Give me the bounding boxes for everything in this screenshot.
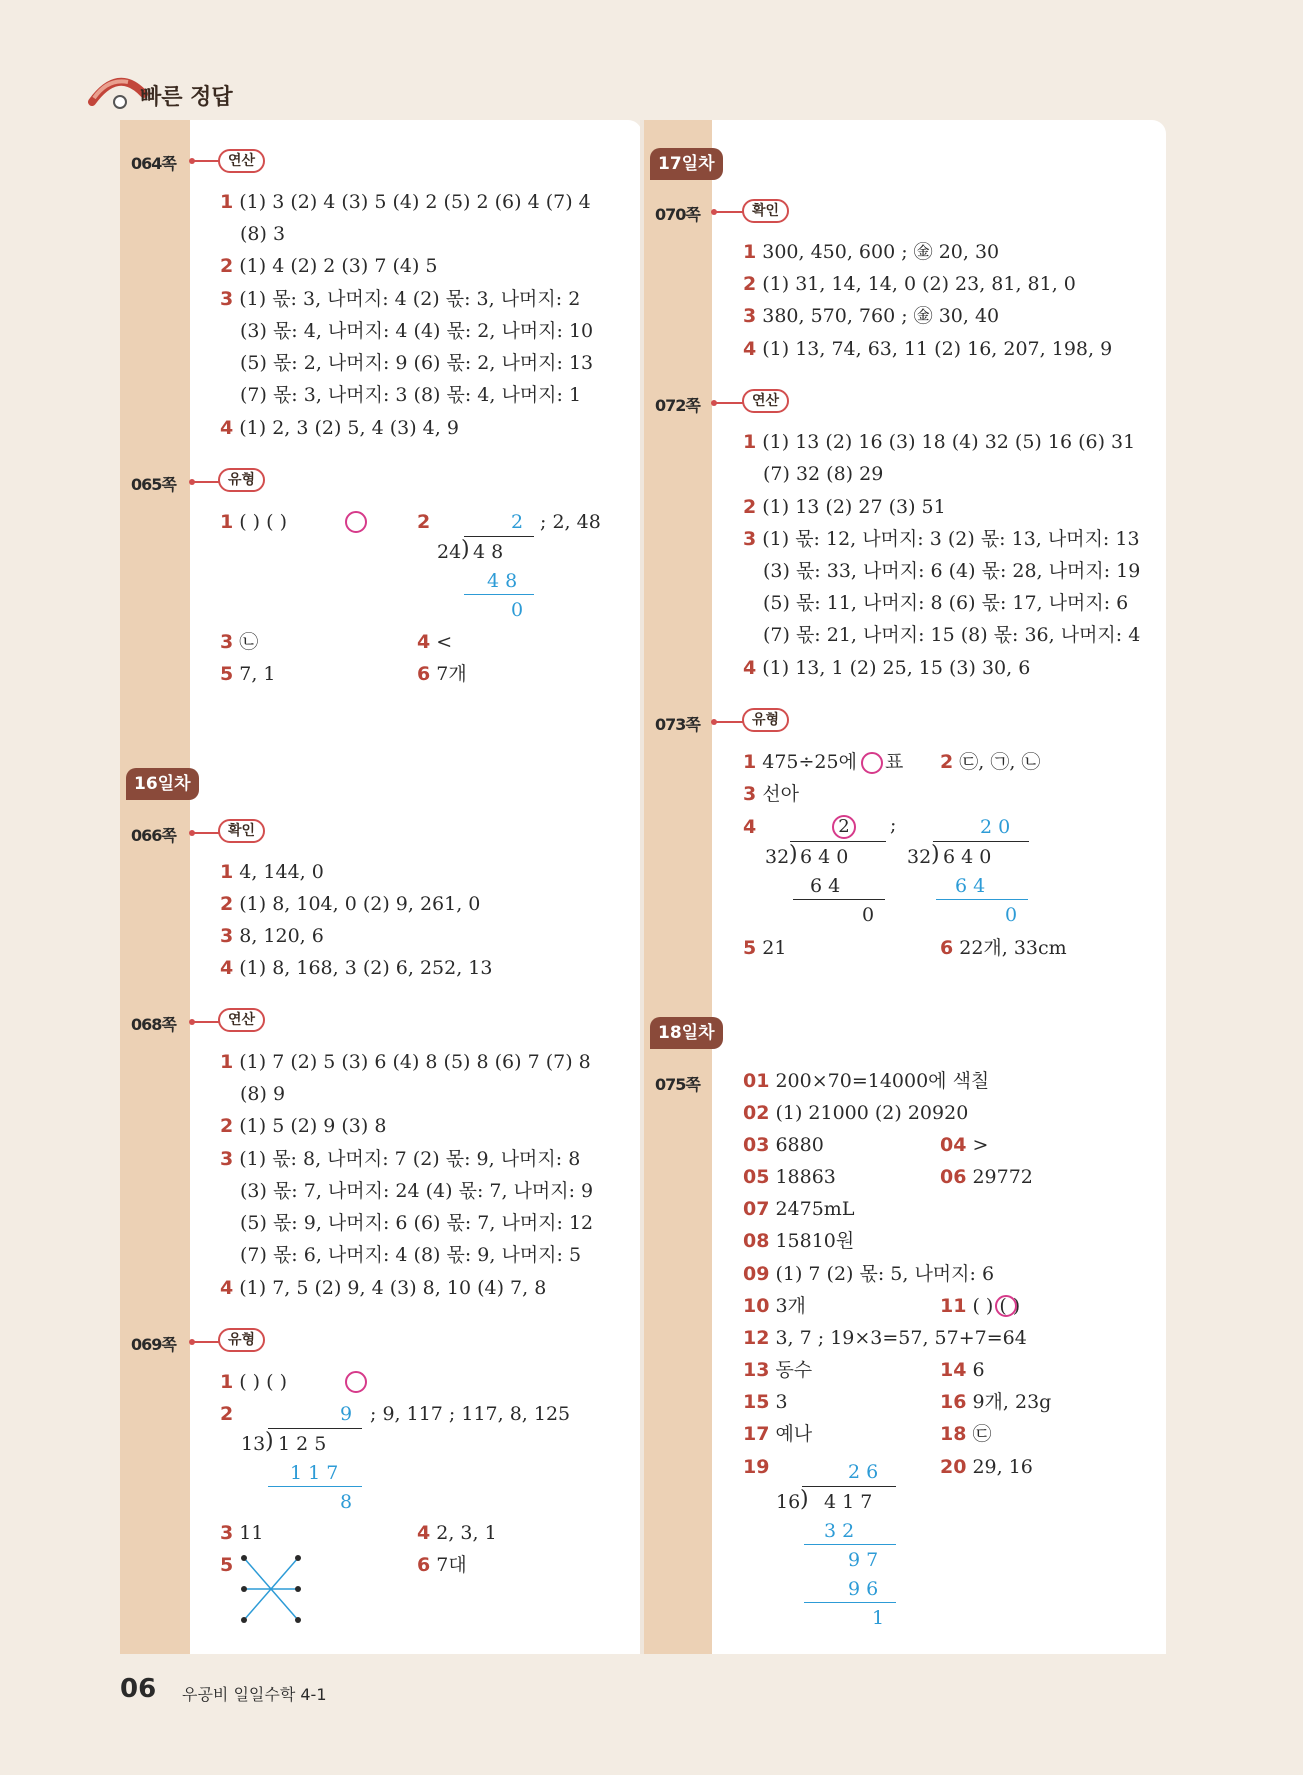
division-divisor: 32 (907, 846, 932, 868)
answer-text: 18863 (775, 1166, 836, 1188)
item-number: 08 (743, 1230, 770, 1252)
item-number: 3 (743, 305, 757, 327)
division-bar (802, 1486, 896, 1487)
answer-text: (1) 21000 (2) 20920 (775, 1102, 969, 1124)
division-quotient: 2 6 (848, 1461, 879, 1483)
division-quotient: 2 0 (980, 816, 1011, 838)
item-number: 5 (220, 1554, 234, 1576)
item-number: 4 (417, 1522, 431, 1544)
answer-text: (5) 몫: 2, 나머지: 9 (6) 몫: 2, 나머지: 13 (240, 352, 594, 374)
answer-text: ( ) ( ) (972, 1295, 1021, 1317)
division-remainder: 0 (1005, 904, 1018, 926)
answer-line (417, 1521, 497, 1545)
page-label-075: 075쪽 (655, 1075, 700, 1094)
item-number: 16 (940, 1391, 967, 1413)
division-subtract: 6 4 (955, 875, 986, 897)
division-dividend: 4 1 7 (824, 1491, 873, 1513)
division-bar (790, 841, 886, 842)
tag-badge: 유형 (218, 1328, 265, 1352)
answer-line (220, 662, 276, 686)
division-bar (933, 841, 1029, 842)
item-number: 4 (417, 631, 431, 653)
column-divider (640, 120, 644, 1654)
item-number: 03 (743, 1134, 770, 1156)
answer-text: 8, 120, 6 (239, 925, 324, 947)
division-bar (936, 899, 1028, 900)
answer-text: 2475mL (775, 1198, 855, 1220)
item-number: 2 (743, 273, 757, 295)
division-remainder: 1 (872, 1607, 885, 1629)
answer-line (743, 1165, 836, 1189)
answer-line (743, 815, 762, 839)
answer-line (743, 1294, 806, 1318)
right-strip (642, 120, 712, 1654)
answer-line (940, 1358, 985, 1382)
answer-text: 6880 (775, 1134, 824, 1156)
division-subtract: 1 1 7 (290, 1462, 339, 1484)
answer-line (743, 430, 1135, 454)
answer-text: (1) 13, 74, 63, 11 (2) 16, 207, 198, 9 (762, 338, 1113, 360)
answer-text: (1) 몫: 3, 나머지: 4 (2) 몫: 3, 나머지: 2 (239, 288, 581, 310)
tag-badge: 확인 (742, 199, 789, 223)
tag-badge: 연산 (742, 389, 789, 413)
item-number: 1 (743, 241, 757, 263)
answer-line (743, 782, 799, 806)
answer-line (743, 272, 1076, 296)
answer-text: 선아 (762, 783, 799, 805)
answer-text: (1) 3 (2) 4 (3) 5 (4) 2 (5) 2 (6) 4 (7) 4 (239, 191, 591, 213)
answer-text: ( ) ( ) (239, 1371, 288, 1393)
item-number: 01 (743, 1070, 770, 1092)
answer-text: 380, 570, 760 ; ㊎ 30, 40 (762, 305, 1000, 327)
item-number: 1 (220, 511, 234, 533)
item-number: 1 (220, 191, 234, 213)
item-number: 15 (743, 1391, 770, 1413)
division-bar (804, 1544, 896, 1545)
answer-text: ㉢ (972, 1423, 992, 1445)
division-bracket: ) (461, 537, 470, 562)
division-subtract: 4 8 (487, 570, 518, 592)
division-quotient: 2 (511, 511, 524, 533)
connector-line (714, 721, 744, 723)
answer-line (743, 1455, 775, 1479)
answer-text: 200×70=14000에 색칠 (775, 1070, 990, 1092)
answer-text: ㉢, ㉠, ㉡ (959, 751, 1041, 773)
item-number: 5 (743, 937, 757, 959)
division-remainder: 8 (340, 1491, 353, 1513)
answer-text: 7, 1 (239, 663, 276, 685)
answer-line (743, 1197, 854, 1221)
connector-line (192, 1341, 220, 1343)
tag-badge: 연산 (218, 1008, 265, 1032)
item-number: 17 (743, 1423, 770, 1445)
answer-line (220, 287, 580, 311)
division-dividend: 6 4 0 (943, 846, 992, 868)
answer-line (220, 924, 324, 948)
answer-text: 22개, 33cm (959, 937, 1067, 959)
connector-line (714, 211, 744, 213)
item-number: 3 (220, 925, 234, 947)
answer-text: (3) 몫: 33, 나머지: 6 (4) 몫: 28, 나머지: 19 (763, 560, 1141, 582)
item-number: 19 (743, 1456, 770, 1478)
answer-text: (1) 4 (2) 2 (3) 7 (4) 5 (239, 255, 438, 277)
answer-text: (1) 7 (2) 5 (3) 6 (4) 8 (5) 8 (6) 7 (7) 8 (239, 1051, 591, 1073)
item-number: 3 (220, 288, 234, 310)
answer-text: (7) 몫: 21, 나머지: 15 (8) 몫: 36, 나머지: 4 (763, 624, 1141, 646)
answer-line (743, 304, 999, 328)
answer-text: 9개, 23g (972, 1391, 1052, 1413)
answer-line (540, 510, 601, 534)
page-label-069: 069쪽 (131, 1335, 176, 1354)
circle-mark-icon (861, 752, 883, 774)
answer-text: ( ) ( ) (239, 511, 288, 533)
answer-line (743, 1358, 812, 1382)
page-label-064: 064쪽 (131, 154, 176, 173)
answer-line (220, 1402, 239, 1426)
answer-line (940, 936, 1067, 960)
answer-text: < (436, 631, 453, 653)
answer-line (240, 351, 593, 375)
answer-text: 7개 (436, 663, 467, 685)
answer-text: 6 (972, 1359, 985, 1381)
answer-line (743, 1262, 994, 1286)
answer-text: (1) 8, 104, 0 (2) 9, 261, 0 (239, 893, 481, 915)
answer-text: ; 9, 117 ; 117, 8, 125 (370, 1403, 571, 1425)
item-number: 6 (417, 1554, 431, 1576)
answer-line (743, 1390, 788, 1414)
item-number: 07 (743, 1198, 770, 1220)
answer-line (743, 527, 1140, 551)
division-bracket: ) (800, 1487, 809, 1512)
answer-text: (8) 3 (240, 223, 286, 245)
division-divisor: 24 (437, 541, 462, 563)
answer-text: 3, 7 ; 19×3=57, 57+7=64 (775, 1327, 1027, 1349)
answer-text: 3개 (775, 1295, 806, 1317)
answer-text: (7) 32 (8) 29 (763, 463, 884, 485)
answer-text: (1) 13 (2) 27 (3) 51 (762, 496, 946, 518)
answer-line (743, 1133, 824, 1157)
division-divisor: 16 (776, 1491, 801, 1513)
answer-text: ; (890, 814, 897, 836)
item-number: 04 (940, 1134, 967, 1156)
answer-line (743, 240, 999, 264)
item-number: 1 (220, 1371, 234, 1393)
item-number: 4 (743, 816, 757, 838)
item-number: 3 (220, 1522, 234, 1544)
answer-line (240, 319, 593, 343)
circle-mark-icon (345, 1371, 367, 1393)
answer-text: 4, 144, 0 (239, 861, 324, 883)
page-label-068: 068쪽 (131, 1015, 176, 1034)
page-label-065: 065쪽 (131, 475, 176, 494)
page-label-070: 070쪽 (655, 205, 700, 224)
page-label-066: 066쪽 (131, 826, 176, 845)
answer-text: 300, 450, 600 ; ㊎ 20, 30 (762, 241, 1000, 263)
answer-text: (1) 7 (2) 몫: 5, 나머지: 6 (775, 1263, 995, 1285)
answer-text: (5) 몫: 9, 나머지: 6 (6) 몫: 7, 나머지: 12 (240, 1212, 594, 1234)
answer-line (940, 1390, 1051, 1414)
division-divisor: 32 (765, 846, 790, 868)
item-number: 11 (940, 1295, 967, 1317)
item-number: 5 (220, 663, 234, 685)
page-title: 빠른 정답 (140, 85, 233, 110)
day-badge: 16일차 (126, 768, 199, 800)
division-quotient: 9 (340, 1403, 353, 1425)
item-number: 13 (743, 1359, 770, 1381)
item-number: 09 (743, 1263, 770, 1285)
item-number: 3 (220, 631, 234, 653)
item-number: 18 (940, 1423, 967, 1445)
answer-line (743, 1101, 968, 1125)
answer-text: 7대 (436, 1554, 467, 1576)
answer-line (763, 559, 1140, 583)
answer-line (220, 1521, 263, 1545)
division-subtract: 6 4 (810, 875, 841, 897)
answer-text: (1) 13, 1 (2) 25, 15 (3) 30, 6 (762, 657, 1031, 679)
circle-mark-icon (995, 1295, 1017, 1317)
item-number: 1 (743, 431, 757, 453)
answer-text: (1) 8, 168, 3 (2) 6, 252, 13 (239, 957, 493, 979)
item-number: 12 (743, 1327, 770, 1349)
day-badge: 17일차 (650, 148, 723, 180)
division-remainder: 0 (862, 904, 875, 926)
item-number: 02 (743, 1102, 770, 1124)
division-bar (464, 594, 534, 595)
item-number: 1 (220, 861, 234, 883)
item-number: 2 (220, 1115, 234, 1137)
item-number: 4 (743, 338, 757, 360)
division-bar (804, 1602, 896, 1603)
answer-line (220, 416, 459, 440)
answer-text: 동수 (775, 1359, 813, 1381)
item-number: 1 (743, 751, 757, 773)
connector-line (192, 1021, 220, 1023)
division-subtract: 3 2 (824, 1520, 855, 1542)
item-number: 2 (220, 1403, 234, 1425)
item-number: 06 (940, 1166, 967, 1188)
division-bar (268, 1428, 362, 1429)
answer-line (220, 956, 492, 980)
page-label-073: 073쪽 (655, 715, 700, 734)
item-number: 3 (220, 1148, 234, 1170)
answer-line (240, 1179, 593, 1203)
answer-line (743, 337, 1112, 361)
answer-text: 29772 (972, 1166, 1033, 1188)
answer-text: ; 2, 48 (540, 511, 601, 533)
answer-line (220, 630, 258, 654)
answer-text: (3) 몫: 4, 나머지: 4 (4) 몫: 2, 나머지: 10 (240, 320, 594, 342)
answer-line (743, 1326, 1027, 1350)
connector-line (714, 402, 744, 404)
answer-line (743, 750, 903, 774)
answer-text: (1) 7, 5 (2) 9, 4 (3) 8, 10 (4) 7, 8 (239, 1277, 547, 1299)
answer-line (743, 1229, 854, 1253)
item-number: 20 (940, 1456, 967, 1478)
answer-line (940, 750, 1040, 774)
answer-text: (1) 13 (2) 16 (3) 18 (4) 32 (5) 16 (6) 31 (762, 431, 1136, 453)
circle-mark-icon (345, 511, 367, 533)
tag-badge: 유형 (742, 708, 789, 732)
answer-line (743, 1069, 989, 1093)
division-quotient-circled: 2 (832, 815, 856, 839)
answer-line (417, 510, 436, 534)
footer-page-number: 06 (120, 1674, 157, 1704)
answer-line (743, 495, 946, 519)
answer-text: ㉡ (239, 631, 259, 653)
division-bar (793, 899, 885, 900)
item-number: 2 (417, 511, 431, 533)
answer-line (220, 1114, 386, 1138)
answer-line (240, 1211, 593, 1235)
tag-badge: 확인 (218, 819, 265, 843)
division-subtract: 9 6 (848, 1578, 879, 1600)
item-number: 6 (417, 663, 431, 685)
division-bar (464, 536, 534, 537)
answer-text: 표 (884, 751, 904, 773)
answer-text: (1) 2, 3 (2) 5, 4 (3) 4, 9 (239, 417, 459, 439)
item-number: 4 (220, 1277, 234, 1299)
division-dividend: 6 4 0 (800, 846, 849, 868)
item-number: 05 (743, 1166, 770, 1188)
item-number: 3 (743, 528, 757, 550)
answer-line (220, 254, 438, 278)
answer-line (220, 1050, 591, 1074)
answer-text: 15810원 (775, 1230, 855, 1252)
answer-line (417, 1553, 467, 1577)
answer-text: (3) 몫: 7, 나머지: 24 (4) 몫: 7, 나머지: 9 (240, 1180, 594, 1202)
answer-text: 11 (239, 1522, 264, 1544)
answer-text: (1) 31, 14, 14, 0 (2) 23, 81, 81, 0 (762, 273, 1076, 295)
footer-book-title: 우공비 일일수학 4-1 (182, 1685, 327, 1704)
answer-text: (1) 몫: 12, 나머지: 3 (2) 몫: 13, 나머지: 13 (762, 528, 1140, 550)
answer-line (240, 1243, 581, 1267)
item-number: 3 (743, 783, 757, 805)
answer-text: (1) 몫: 8, 나머지: 7 (2) 몫: 9, 나머지: 8 (239, 1148, 581, 1170)
answer-line (240, 1082, 285, 1106)
answer-text: > (972, 1134, 989, 1156)
item-number: 4 (220, 957, 234, 979)
item-number: 14 (940, 1359, 967, 1381)
answer-line (220, 510, 287, 534)
left-strip (120, 120, 190, 1654)
answer-line (763, 623, 1140, 647)
answer-line (220, 1147, 580, 1171)
answer-text: 2, 3, 1 (436, 1522, 497, 1544)
division-dividend: 4 8 (473, 541, 504, 563)
answer-line (220, 1276, 546, 1300)
answer-text: (5) 몫: 11, 나머지: 8 (6) 몫: 17, 나머지: 6 (763, 592, 1129, 614)
answer-text: 29, 16 (972, 1456, 1033, 1478)
answer-line (763, 591, 1128, 615)
answer-line (743, 936, 786, 960)
tag-badge: 연산 (218, 149, 265, 173)
answer-line (220, 1370, 287, 1394)
division-dividend: 1 2 5 (278, 1433, 327, 1455)
answer-line (220, 190, 591, 214)
division-partial: 9 7 (848, 1549, 879, 1571)
division-bracket: ) (265, 1429, 274, 1454)
connector-line (192, 481, 220, 483)
cross-lines-diagram (236, 1550, 306, 1628)
answer-line (240, 222, 285, 246)
day-badge: 18일차 (650, 1017, 723, 1049)
answer-line (940, 1133, 988, 1157)
connector-line (192, 832, 220, 834)
answer-text: (7) 몫: 6, 나머지: 4 (8) 몫: 9, 나머지: 5 (240, 1244, 582, 1266)
header-arc-icon (88, 72, 148, 112)
tag-badge: 유형 (218, 468, 265, 492)
item-number: 10 (743, 1295, 770, 1317)
item-number: 2 (940, 751, 954, 773)
division-bracket: ) (789, 842, 798, 867)
answer-line (763, 462, 883, 486)
page-label-072: 072쪽 (655, 396, 700, 415)
answer-line (240, 383, 581, 407)
answer-text: (1) 5 (2) 9 (3) 8 (239, 1115, 387, 1137)
item-number: 2 (743, 496, 757, 518)
answer-line (940, 1455, 1033, 1479)
division-bracket: ) (931, 842, 940, 867)
answer-text: 21 (762, 937, 787, 959)
item-number: 6 (940, 937, 954, 959)
answer-line (743, 656, 1030, 680)
answer-line (940, 1165, 1033, 1189)
division-divisor: 13 (241, 1433, 266, 1455)
item-number: 4 (220, 417, 234, 439)
answer-text: (8) 9 (240, 1083, 286, 1105)
answer-text: (7) 몫: 3, 나머지: 3 (8) 몫: 4, 나머지: 1 (240, 384, 582, 406)
answer-line (743, 1422, 812, 1446)
connector-line (192, 160, 220, 162)
answer-line (220, 860, 324, 884)
answer-text: 예나 (775, 1423, 813, 1445)
item-number: 2 (220, 255, 234, 277)
item-number: 2 (220, 893, 234, 915)
answer-line (417, 630, 452, 654)
answer-line (417, 662, 467, 686)
division-bar (268, 1486, 362, 1487)
answer-line (220, 892, 480, 916)
answer-text: 475÷25에 (762, 751, 857, 773)
answer-line (940, 1422, 991, 1446)
item-number: 1 (220, 1051, 234, 1073)
item-number: 4 (743, 657, 757, 679)
division-remainder: 0 (511, 599, 524, 621)
answer-text: 3 (775, 1391, 788, 1413)
